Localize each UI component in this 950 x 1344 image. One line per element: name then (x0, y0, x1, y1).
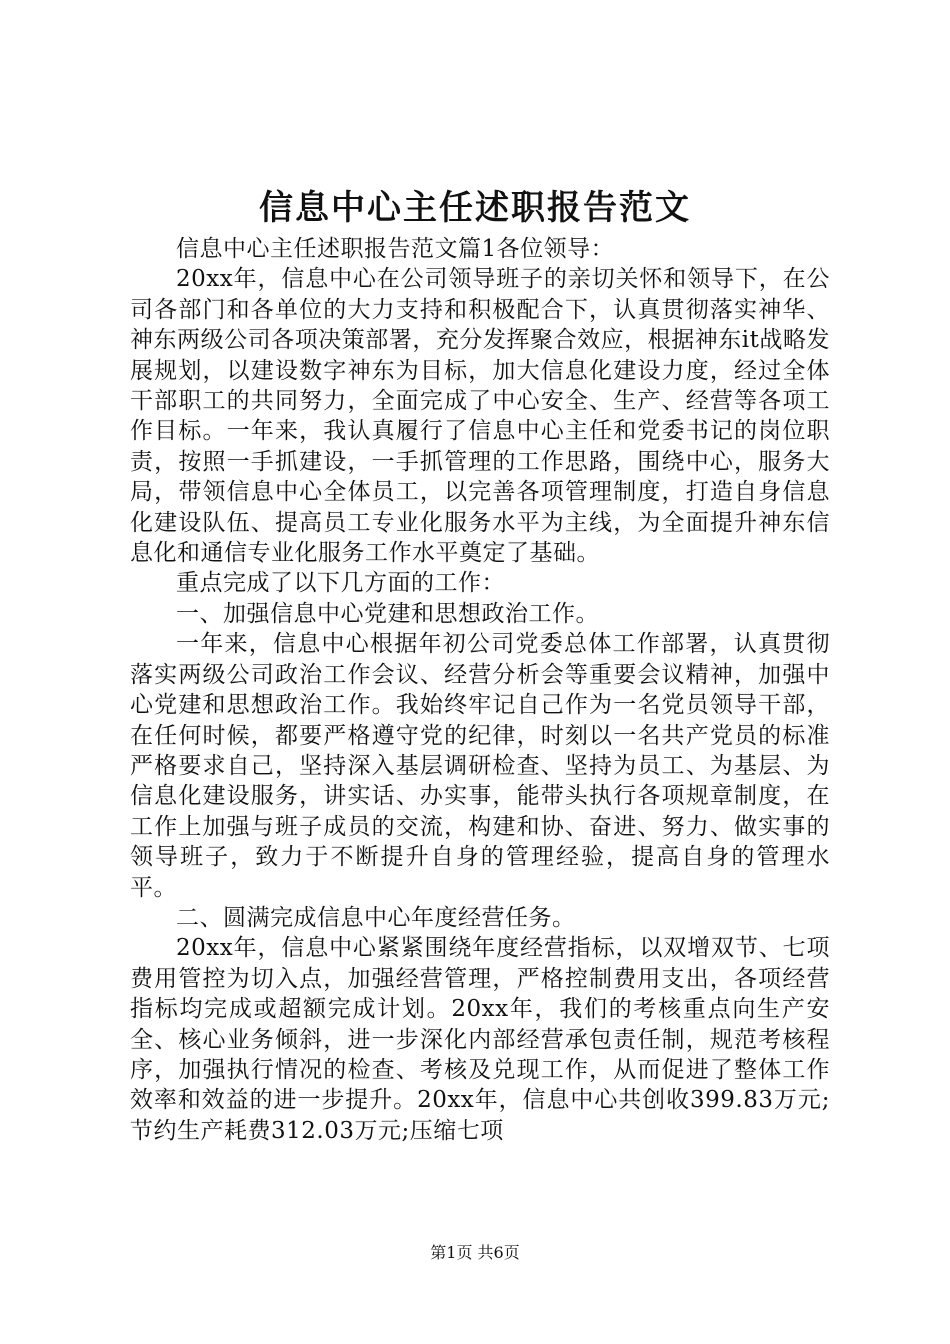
document-body (130, 234, 830, 1146)
section-heading-1: 一、加强信息中心党建和思想政治工作。 (176, 600, 599, 627)
section-heading-2: 二、圆满完成信息中心年度经营任务。 (176, 904, 576, 931)
document-title: 信息中心主任述职报告范文 (259, 188, 691, 228)
paragraph-intro: 20xx年，信息中心在公司领导班子的亲切关怀和领导下，在公司各部门和各单位的大力支持和积极配合下，认真贯彻落实神华、神东两级公司各项决策部署，充分发挥聚合效应，根据神东it战略发展规划，以建设数字神东为目标，加大信息化建设力度，经过全体干部职工的共同努力，全面完成了中心安全、生产、经营等各项工作目标。一年来，我认真履行了信息中心主任和党委书记的岗位职责，按照一手抓建设，一手抓管理的工作思路，围绕中心，服务大局，带领信息中心全体员工，以完善各项管理制度，打造自身信息化建设队伍、提高员工专业化服务水平为主线，为全面提升神东信息化和通信专业化服务工作水平奠定了基础。 (130, 266, 830, 567)
paragraph-greeting: 信息中心主任述职报告范文篇1各位领导： (176, 236, 615, 262)
page-footer: 第1页 共6页 (430, 1243, 520, 1262)
paragraph-summary-lead: 重点完成了以下几方面的工作： (176, 570, 505, 597)
paragraph-party-building: 一年来，信息中心根据年初公司党委总体工作部署，认真贯彻落实两级公司政治工作会议、经营分析会等重要会议精神，加强中心党建和思想政治工作。我始终牢记自己作为一名党员领导干部，在任何时候，都要严格遵守党的纪律，时刻以一名共产党员的标准严格要求自己，坚持深入基层调研检查、坚持为员工、为基层、为信息化建设服务，讲实话、办实事，能带头执行各项规章制度，在工作上加强与班子成员的交流，构建和协、奋进、努力、做实事的领导班子，致力于不断提升自身的管理经验，提高自身的管理水平。 (130, 631, 830, 901)
paragraph-operations: 20xx年，信息中心紧紧围绕年度经营指标，以双增双节、七项费用管控为切入点，加强经营管理，严格控制费用支出，各项经营指标均完成或超额完成计划。20xx年，我们的考核重点向生产安全、核心业务倾斜，进一步深化内部经营承包责任制，规范考核程序，加强执行情况的检查、考核及兑现工作，从而促进了整体工作效率和效益的进一步提升。20xx年，信息中心共创收399.83万元;节约生产耗费312.03万元;压缩七项 (130, 935, 830, 1144)
